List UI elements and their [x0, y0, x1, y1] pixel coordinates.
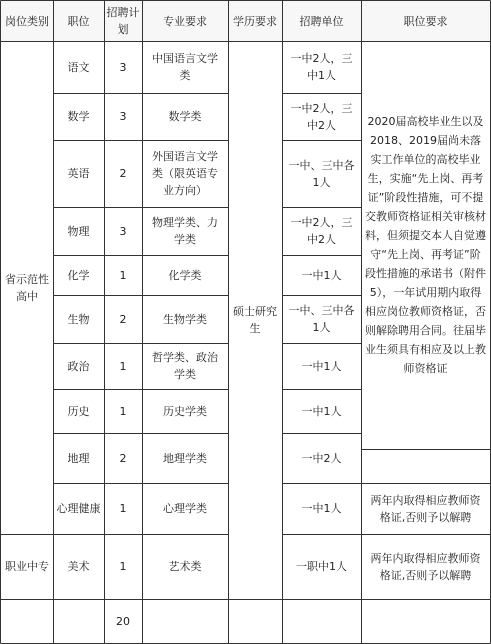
category-highschool: 省示范性 高中: [5, 272, 49, 303]
row-major: 历史学类: [163, 404, 207, 418]
row-major: 哲学类、政治 学类: [152, 351, 218, 381]
row-unit: 一中1人: [301, 404, 342, 418]
row-plan: 1: [119, 404, 127, 418]
row-plan: 3: [119, 110, 127, 123]
row-major: 数学类: [168, 110, 202, 123]
row-position: 地理: [67, 451, 90, 465]
header-major: 专业要求: [142, 1, 228, 41]
row-unit: 一中1人: [301, 268, 342, 282]
row-plan: 1: [119, 268, 127, 282]
header-category: 岗位类别: [1, 1, 53, 41]
row-position: 生物: [67, 312, 90, 326]
row-unit: 一中1人: [301, 502, 342, 515]
requirement-art: 两年内取得相应教师资 格证,否则予以解聘: [370, 551, 481, 582]
row-position: 美术: [67, 560, 90, 573]
row-major: 地理学类: [163, 451, 207, 465]
total-plan: 20: [116, 614, 130, 628]
row-plan: 3: [119, 224, 127, 238]
row-unit: 一中、三中各 1人: [288, 304, 355, 334]
row-position: 政治: [67, 359, 90, 373]
requirement-psychology: 两年内取得相应教师资 格证,否则予以解聘: [370, 493, 481, 524]
row-position: 语文: [67, 60, 90, 74]
row-unit: 一中2人，三 中1人: [290, 52, 353, 82]
row-position: 化学: [67, 268, 90, 282]
row-major: 心理学类: [163, 502, 207, 515]
row-plan: 2: [119, 312, 127, 326]
row-unit: 一中1人: [301, 359, 342, 373]
category-vocational: 职业中专: [5, 560, 49, 573]
header-unit: 招聘单位: [282, 1, 361, 41]
row-major: 中国语言文学 类: [152, 52, 218, 82]
row-position: 心理健康: [56, 502, 101, 515]
header-education: 学历要求: [228, 1, 282, 41]
row-unit: 一中2人: [301, 451, 342, 465]
row-plan: 1: [119, 359, 127, 373]
row-position: 历史: [67, 404, 90, 418]
row-major: 物理学类、力 学类: [152, 216, 218, 246]
row-unit: 一中2人，三 中2人: [290, 101, 353, 132]
row-plan: 2: [119, 451, 127, 465]
row-position: 物理: [67, 224, 90, 238]
row-major: 艺术类: [168, 560, 202, 573]
row-major: 外国语言文学 类（限英语专 业方向）: [152, 150, 218, 197]
header-requirement: 职位要求: [361, 1, 490, 41]
row-position: 英语: [67, 167, 90, 180]
row-plan: 3: [119, 60, 127, 74]
row-plan: 2: [119, 167, 127, 180]
row-plan: 1: [119, 560, 127, 573]
row-plan: 1: [119, 502, 127, 515]
requirement-main: 2020届高校毕业生以及2018、2019届尚未落实工作单位的高校毕业生，实施“先上岗、再考证”阶段性措施，可不提交教师资格证相关审核材料，但须提交本人自觉遵守“先上岗、再考证”阶段性措施的承诺书（附件5），一年试用期内取得相应岗位教师资格证，否则解除聘用合同。往届毕业生须具有相应及以上教师资格证: [365, 115, 486, 375]
row-position: 数学: [67, 110, 90, 123]
row-major: 生物学类: [163, 312, 207, 326]
row-unit: 一中、三中各 1人: [288, 158, 355, 189]
education-value: 硕士研究 生: [233, 305, 277, 335]
row-major: 化学类: [168, 268, 202, 282]
row-unit: 一职中1人: [296, 560, 347, 573]
header-position: 职位: [53, 1, 104, 41]
row-unit: 一中2人，三 中2人: [290, 216, 353, 246]
header-plan: 招聘计 划: [104, 1, 142, 41]
